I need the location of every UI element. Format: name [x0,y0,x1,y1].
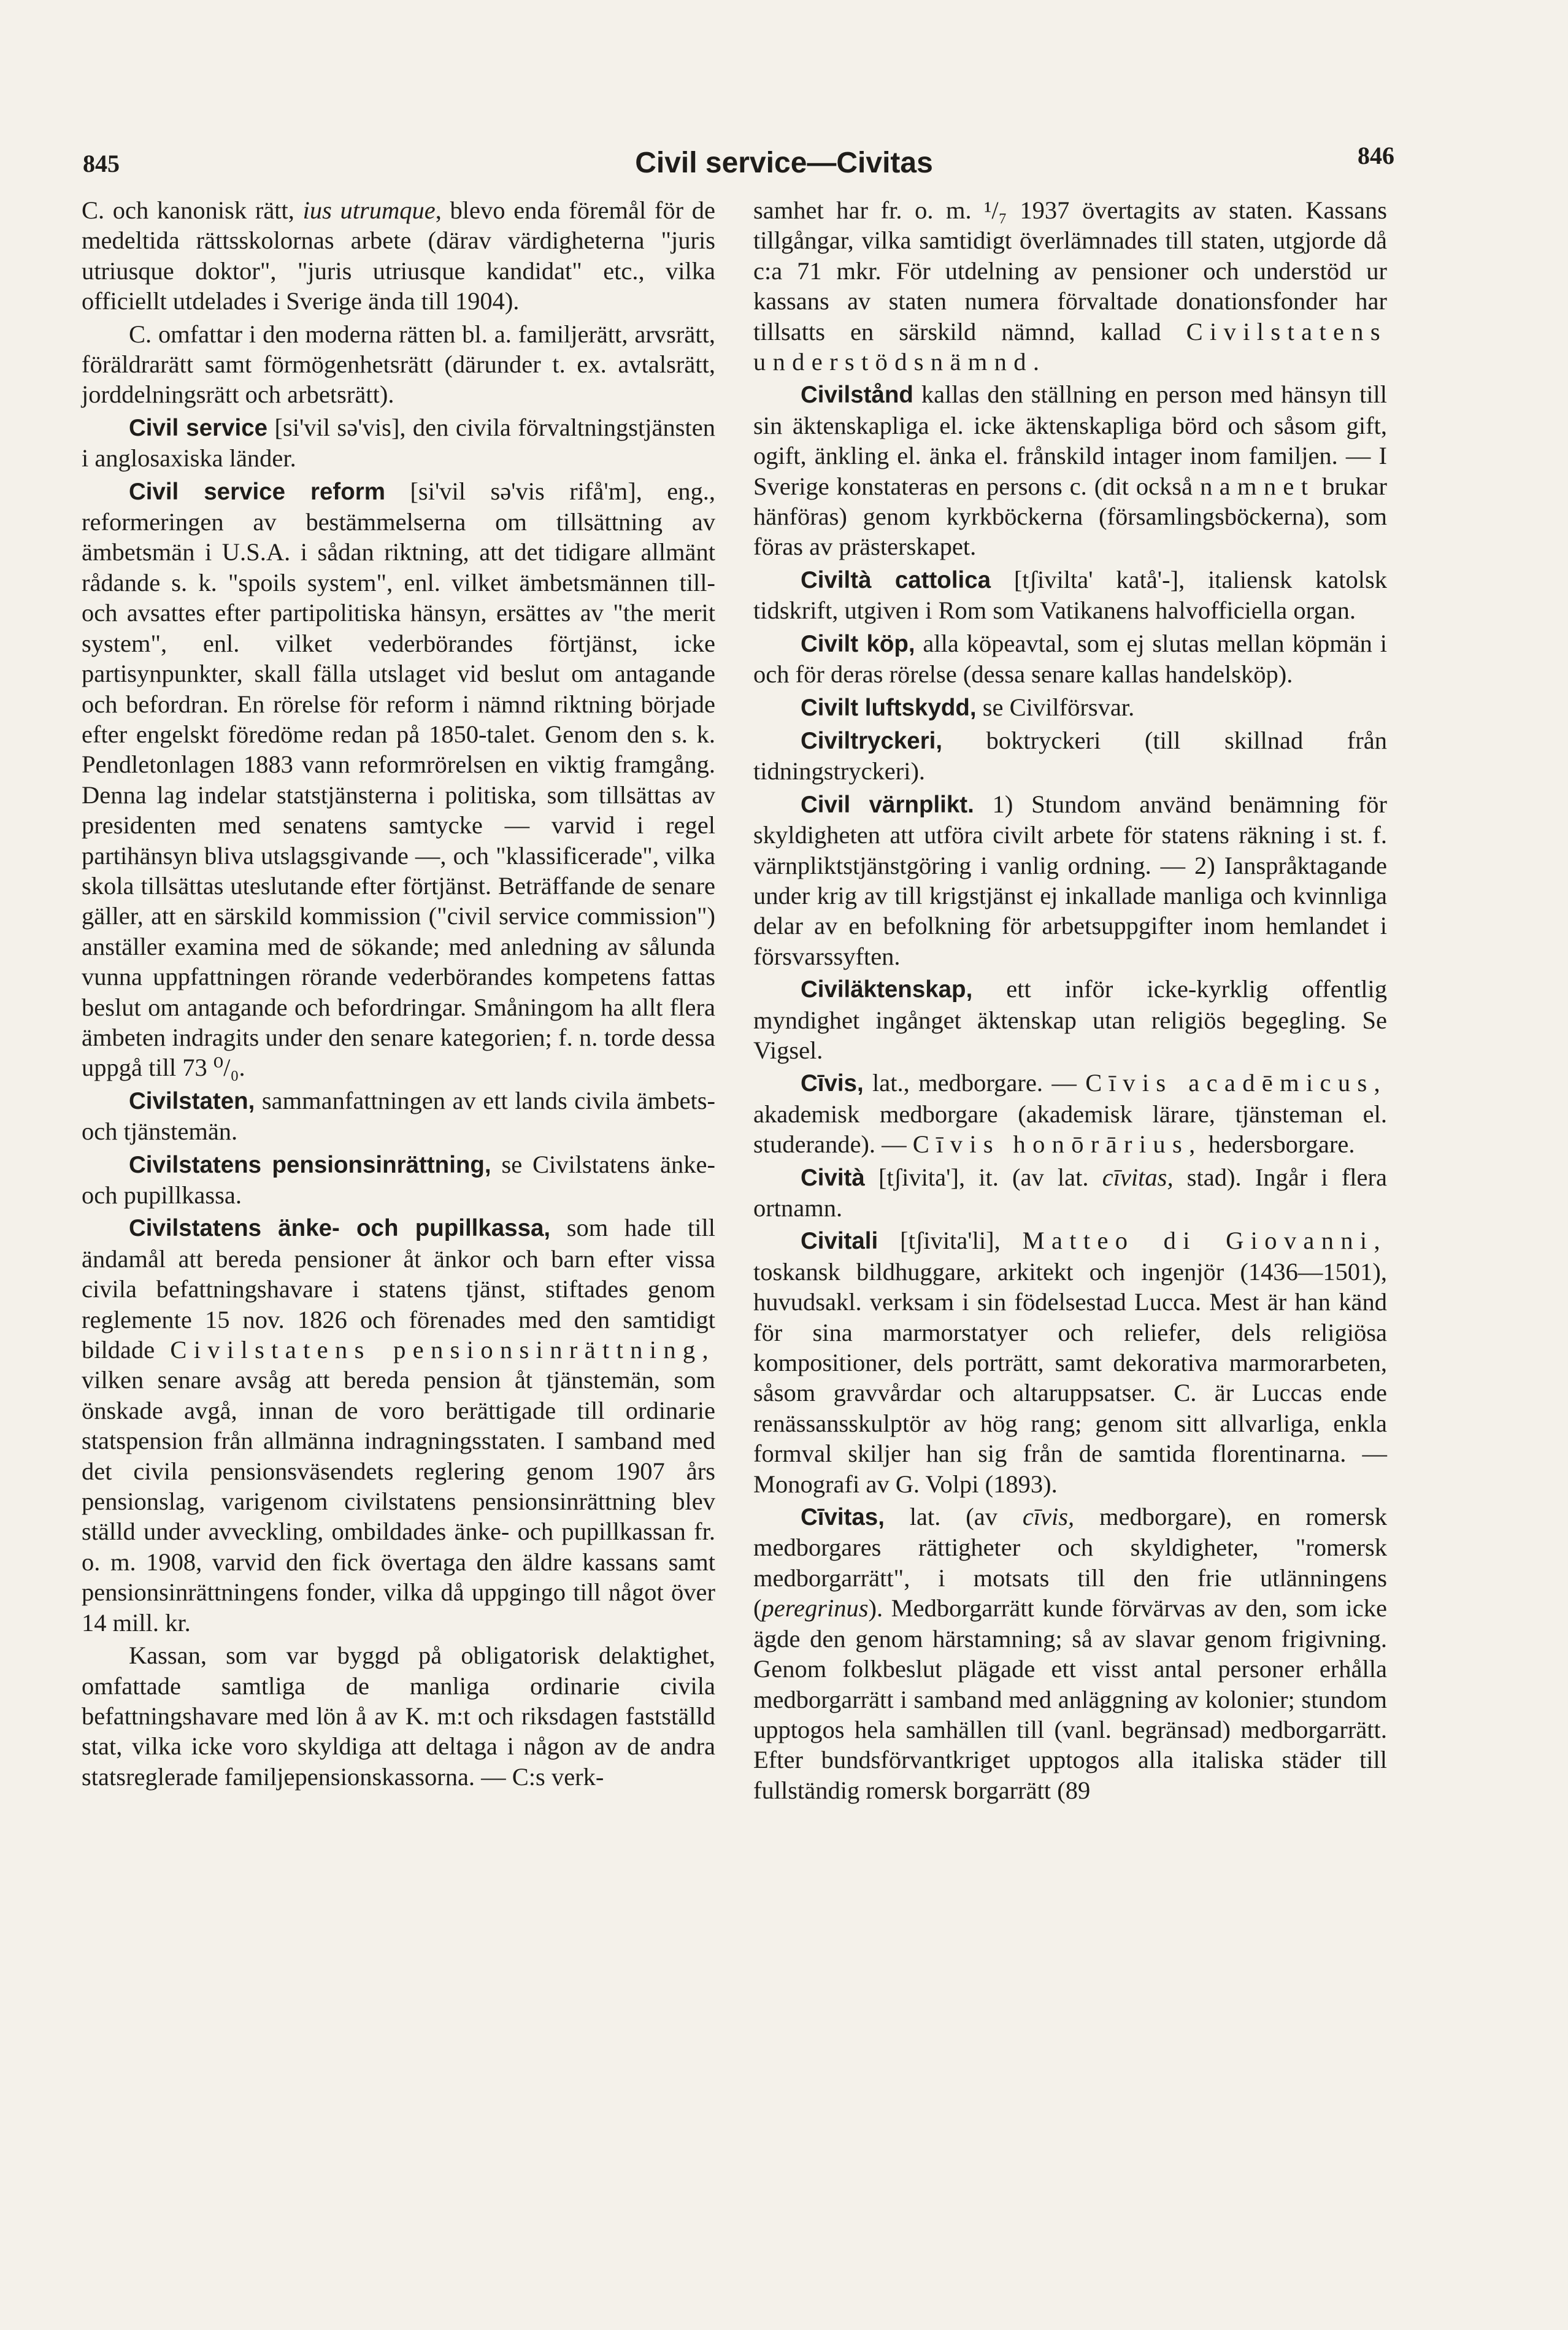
headword: Civitali [800,1228,878,1255]
headword: Civilt köp, [800,630,915,657]
entry-text: akademisk medborgare (akademisk lärare, tjänsteman el. studerande). — [753,1100,1387,1159]
entry-text: 1) Stundom använd benämning för skyldigheten att utföra civilt arbete för statens räkning i st. f. värnpliktstjänstgöring i vanlig ordning. — 2) Ianspråktagande under krig av till krigstjänst ej inkallade manliga och kvinnliga delar av en befolkning för arbetsuppgifter inom hemlandet i försvarssyften. [753,790,1387,970]
entry-text: C. omfattar i den moderna rätten bl. a. familjerätt, arvsrätt, föräldrarätt samt förmögenhetsrätt (därunder t. ex. avtalsrätt, jorddelningsrätt och arbetsrätt). [82,320,715,409]
entry-civilaktenskap [753,974,1387,1065]
entry-text: , blevo enda föremål för de medeltida rättsskolornas arbete (därav värdigheterna "juris utriusque doktor", "juris utriusque kandidat" etc., vilka officiellt utdelades i Sverige ända till 1904). [82,196,716,315]
headword: Cività [800,1164,865,1191]
entry-r_cont [753,195,1387,377]
entry-text: hedersborgare. [1202,1130,1355,1159]
headword: Civilstatens pensionsinrättning, [128,1151,491,1178]
headword: Civilstaten, [128,1087,255,1114]
entry-text: [tʃivita'li], [878,1227,1023,1255]
right-column [753,195,1387,1808]
headword: Civil service reform [128,478,385,505]
entry-text: brukar hänföras) genom kyrkböckerna (församlingsböckerna), som föras av prästerskapet. [753,472,1387,561]
entry-text: medborgare), en romersk medborgares rättigheter och skyldigheter, "romersk medborgarrätt", i motsats till den frie utlänningens ( [753,1503,1387,1622]
entry-civil_service [82,412,715,474]
left-column [82,195,715,1794]
entry-civilt_kop [753,628,1387,690]
headword: Civiltryckeri, [800,727,943,754]
italic-term: ius utrumque [302,196,436,224]
headword: Civilstatens änke- och pupillkassa, [128,1215,551,1242]
entry-civitas [753,1502,1387,1805]
entry-civitali [753,1225,1387,1499]
headword: Civiltà cattolica [800,566,991,593]
entry-text: C. och kanonisk rätt, [82,196,303,224]
entry-civil_varnplikt [753,789,1387,971]
entry-text: stad). Ingår i flera ortnamn. [753,1163,1387,1222]
entry-civiltryckeri [753,725,1387,787]
headword: Cīvitas, [800,1504,885,1531]
entry-civilt_luftskydd [753,692,1387,723]
italic-term: peregrinus [761,1594,869,1622]
entry-text: lat., medborgare. — [863,1069,1086,1097]
spaced-name: namnet [1200,472,1315,500]
entry-text: Kassan, som var byggd på obligatorisk delaktighet, omfattade samtliga de manliga ordinarie civila befattningshavare med lön å av K. m:t och riksdagen fastställd stat, vilka icke voro skyldiga att deltaga i någon av de andra statsreglerade familjepensionskassorna. — C:s verk- [82,1641,715,1791]
entry-text: lat. (av [884,1503,1023,1531]
entry-text: se Civilförsvar. [976,693,1135,721]
page-number-right: 846 [1358,142,1394,169]
entry-text: samhet har fr. o. m. ¹/₇ 1937 övertagits av staten. Kassans tillgångar, vilka samtidigt överlämnades till staten, utgjorde då c:a 71 mkr. För utdelning av pensioner och understöd ur kassans av staten numera förvaltade donationsfonder har tillsatts en särskild nämnd, kallad [753,196,1387,345]
entry-text: ). Medborgarrätt kunde förvärvas av den, som icke ägde den genom härstamning; så av slavar genom frigivning. Genom folkbeslut plägade ett visst antal personer erhålla medborgarrätt i samband med anläggning av kolonier; stundom upptogos hela samhällen till (vanl. begränsad) medborgarrätt. Efter bundsförvantkriget upptogos alla italiska städer till fullständig romersk borgarrätt (89 [753,1594,1387,1804]
page-header [0,138,1568,187]
entry-civilstand [753,379,1387,561]
entry-civita [753,1162,1387,1224]
entry-text: [tʃivita'], it. (av lat. [864,1163,1102,1191]
entry-civilstatens_anke [82,1213,715,1638]
entry-text: kallas den ställning en person med hänsyn till sin äktenskapliga el. icke äktenskapliga börd och såsom gift, ogift, änkling el. änka el. frånskild intager inom familjen. — I Sverige konstateras en persons c. (dit också [753,380,1387,500]
spaced-name: Cīvis honōrārius, [912,1130,1202,1159]
headword: Civiläktenskap, [800,976,973,1003]
running-title: Civil service—Civitas [635,147,933,179]
entry-text: toskansk bildhuggare, arkitekt och ingenjör (1436—1501), huvudsakl. verksam i sin födelsestad Lucca. Mest är han känd för sina marmorstatyer och reliefer, dels religiösa kompositioner, dels porträtt, samt dekorativa marmorarbeten, såsom gravvårdar och altaruppsatser. C. är Luccas ende renässansskulptör av hög rang; genom sitt allvarliga, enkla formval skiljer han sig från de samtida florentinarna. — Monografi av G. Volpi (1893). [753,1257,1387,1498]
spaced-name: Matteo di Giovanni, [1022,1227,1387,1255]
entry-text: ett inför icke-kyrklig offentlig myndighet ingånget äktenskap utan religiös begegling. Se Vigsel. [753,975,1387,1064]
entry-civilstaten [82,1086,715,1147]
entry-text: boktryckeri (till skillnad från tidningstryckeri). [753,726,1387,785]
spaced-name: Cīvis acadēmicus, [1085,1069,1388,1097]
entry-text: som hade till ändamål att bereda pensioner åt änkor och barn efter vissa civila befattningshavare i statens tjänst, stiftades genom reglemente 15 nov. 1826 och förenades med den samtidigt bildade [82,1214,715,1364]
italic-term: cīvitas, [1102,1163,1174,1191]
entry-text: [tʃivilta' katå'-], italiensk katolsk tidskrift, utgiven i Rom som Vatikanens halvofficiella organ. [753,565,1387,625]
page-number-left: 845 [83,150,120,177]
headword: Cīvis, [800,1070,864,1097]
entry-text: se Civilstatens änke- och pupillkassa. [82,1150,715,1209]
entry-civil_service_reform [82,476,715,1083]
entry-text: [si'vil sə'vis], den civila förvaltningstjänsten i anglosaxiska länder. [82,413,715,473]
headword: Civilstånd [800,382,913,409]
entry-civilta_cattolica [753,565,1387,626]
spaced-name: Civilstatens pensionsinrättning, [170,1336,715,1364]
entry-kassan [82,1640,715,1792]
entry-civis [753,1068,1387,1159]
entry-c_cont2 [82,319,715,410]
entry-text: sammanfattningen av ett lands civila ämbets- och tjänstemän. [82,1086,715,1146]
italic-term: cīvis, [1022,1503,1075,1531]
entry-text: vilken senare avsåg att bereda pension åt tjänstemän, som önskade avgå, innan de voro berättigade till ordinarie statspension från allmänna indragningsstaten. I samband med det civila pensionsväsendets reglering genom 1907 års pensionslag, varigenom civilstatens pensionsinrättning blev ställd under avveckling, ombildades änke- och pupillkassan fr. o. m. 1908, varvid den fick övertaga den äldre kassans samt pensionsinrättningens fonder, vilka då uppgingo till något över 14 mill. kr. [82,1366,715,1637]
entry-text: alla köpeavtal, som ej slutas mellan köpmän i och för deras rörelse (dessa senare kallas handelsköp). [753,629,1387,689]
entry-text: [si'vil sə'vis rifå'm], eng., reformeringen av bestämmelserna om tillsättning av ämbetsmän i U.S.A. i sådan riktning, att det tidigare allmänt rådande s. k. "spoils system", enl. vilket ämbetsmännen till- och avsattes efter partipolitiska hänsyn, ersättes av "the merit system", enl. vilket vederbörandes förtjänst, icke partisynpunkter, skall fälla utslaget vid beslut om antagande och befordran. En rörelse för reform i nämnd riktning började efter engelskt föredöme redan på 1850-talet. Genom den s. k. Pendletonlagen 1883 vann reformrörelsen en viktig framgång. Denna lag indelar statstjänsterna i politiska, som tillsättas av presidenten med senatens samtycke — varvid i regel partihänsyn bliva utslagsgivande —, och "klassificerade", vilka skola tillsättas uteslutande efter förtjänst. Beträffande de senare gäller, att en särskild kommission ("civil service commission") anställer examina med de sökande; med anledning av sålunda vunna uppfattningen rörande vederbörandes kompetens fattas beslut om antagande och befordringar. Småningom ha allt flera ämbeten indragits under den senare kategorien; f. n. torde dessa uppgå till 73 ⁰/₀. [82,477,715,1082]
entry-civilstatens_pension [82,1149,715,1211]
headword: Civil service [128,414,268,441]
headword: Civilt luftskydd, [800,694,977,721]
entry-c_cont1 [82,195,715,317]
spaced-name: Civilstatens understödsnämnd. [753,317,1387,376]
headword: Civil värnplikt. [800,791,974,818]
